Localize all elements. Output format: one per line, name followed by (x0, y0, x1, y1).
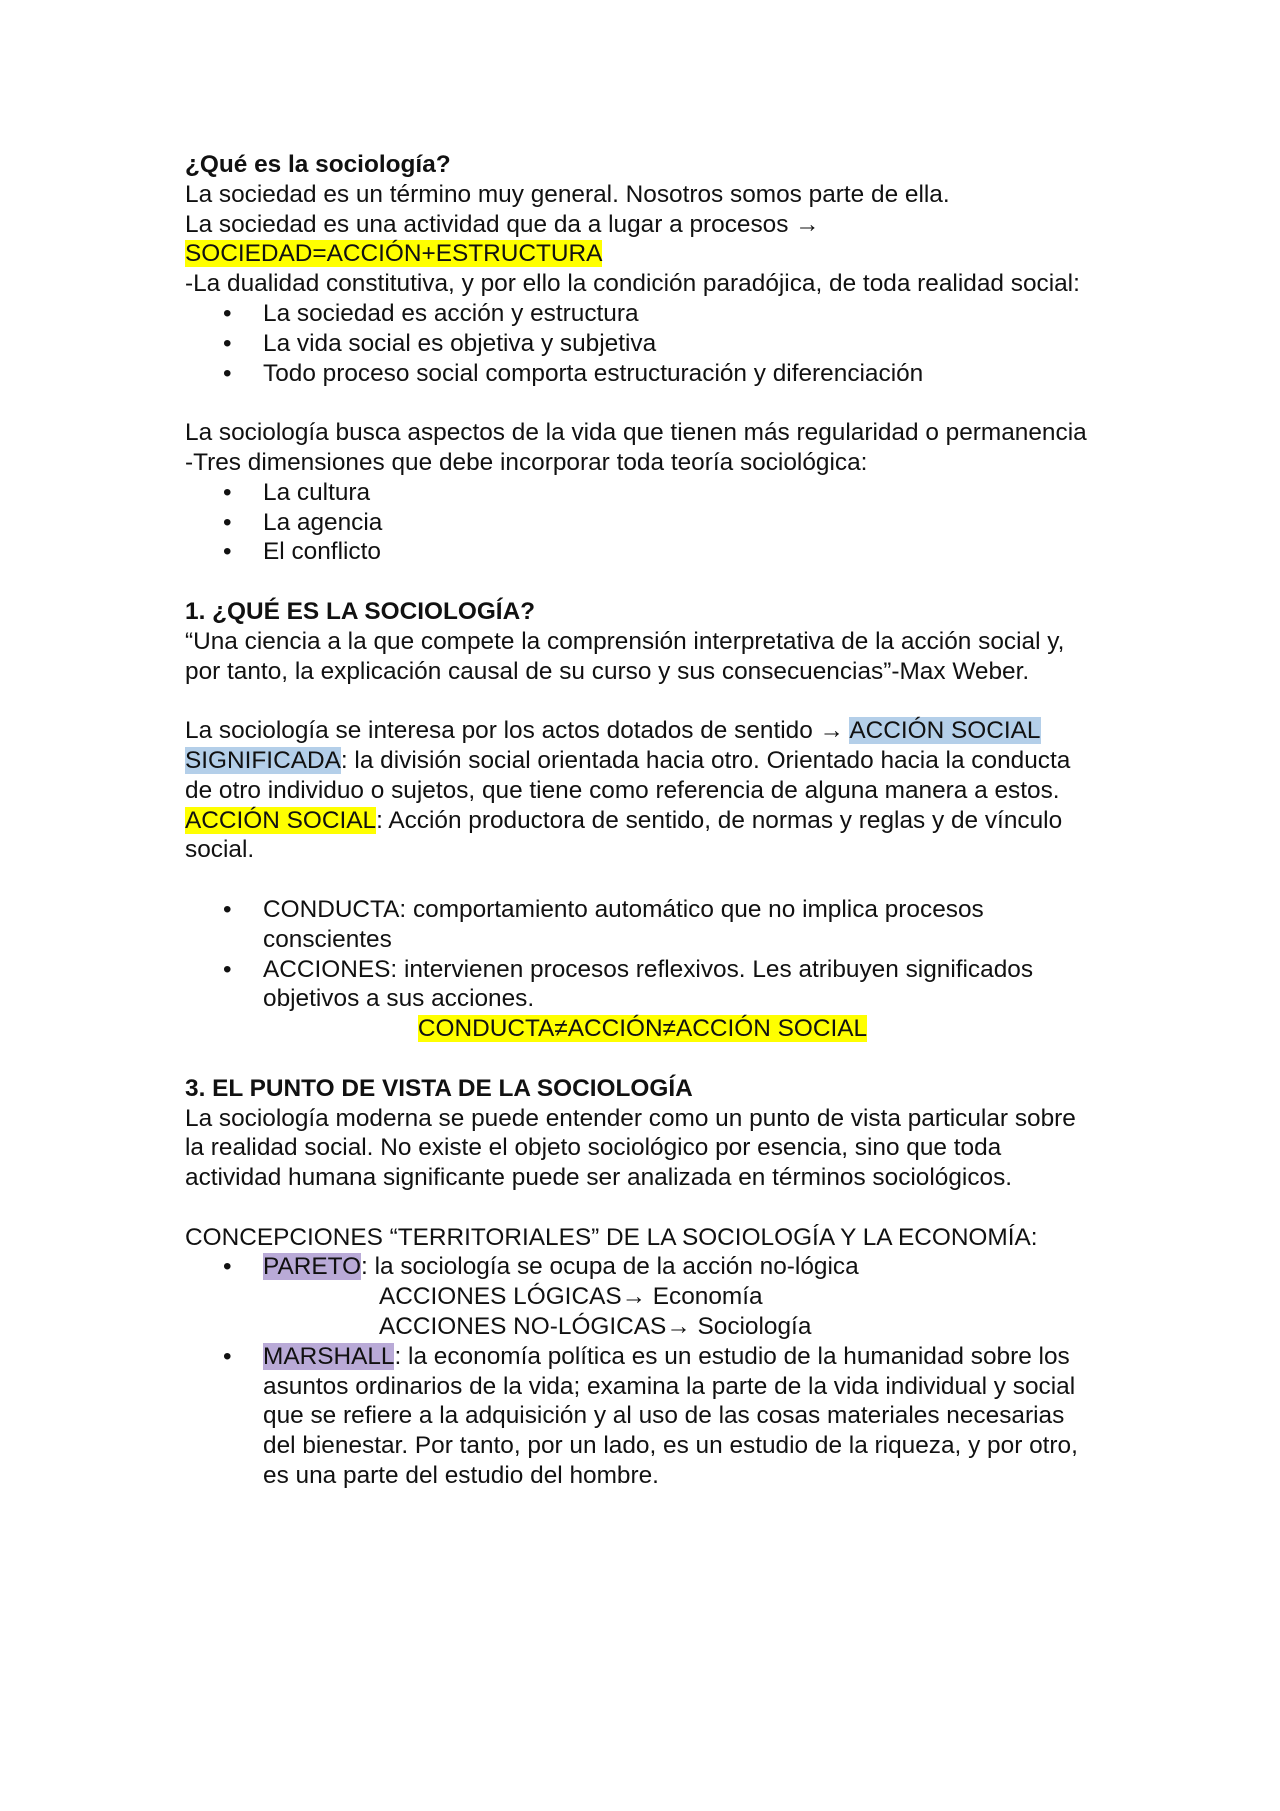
spacer (185, 388, 1100, 418)
interest-paragraph: La sociología se interesa por los actos dotados de sentido → ACCIÓN SOCIAL SIGNIFICADA: la división social orientada hacia otro. Orientado hacia la conducta de otro individuo o sujetos, que tiene como referencia de alguna manera a estos. (185, 717, 1071, 804)
document-page (185, 150, 1100, 1491)
section-3-heading: 3. EL PUNTO DE VISTA DE LA SOCIOLOGÍA (185, 1074, 693, 1102)
dimensions-intro: -Tres dimensiones que debe incorporar toda teoría sociológica: (185, 448, 868, 476)
bullet-icon: • (223, 478, 232, 506)
spacer (185, 865, 1100, 895)
list-item: • La vida social es objetiva y subjetiva (223, 329, 657, 357)
list-item: • MARSHALL: la economía política es un estudio de la humanidad sobre los asuntos ordinarios de la vida; examina la parte de la vida individual y social que se refiere a la adquisición y al uso de las cosas materiales necesarias del bienestar. Por tanto, por un lado, es un estudio de la riqueza, y por otro, es una parte del estudio del hombre. (223, 1342, 1078, 1490)
society-formula-highlight: SOCIEDAD=ACCIÓN+ESTRUCTURA (185, 240, 603, 268)
behavior-formula-line (185, 1014, 1100, 1044)
intro-line-1: La sociedad es un término muy general. Nosotros somos parte de ella. (185, 180, 950, 208)
weber-quote: “Una ciencia a la que compete la comprensión interpretativa de la acción social y, por tanto, la explicación causal de su curso y sus consecuencias”-Max Weber. (185, 627, 1065, 685)
list-item: • El conflicto (223, 538, 381, 566)
social-action-highlight: ACCIÓN SOCIAL (185, 806, 377, 834)
bullet-icon: • (223, 329, 232, 357)
duality-intro: -La dualidad constitutiva, y por ello la condición paradójica, de toda realidad social: (185, 270, 1080, 298)
spacer (185, 1044, 1100, 1074)
bullet-icon: • (223, 299, 232, 327)
dimensions-list (185, 478, 1100, 567)
bullet-icon: • (223, 895, 232, 923)
pareto-highlight: PARETO (263, 1253, 362, 1281)
conceptions-heading: CONCEPCIONES “TERRITORIALES” DE LA SOCIOLOGÍA Y LA ECONOMÍA: (185, 1223, 1038, 1251)
behavior-list (185, 895, 1100, 1014)
conceptions-list-continued (185, 1342, 1100, 1491)
intro-line-2: La sociedad es una actividad que da a lugar a procesos → (185, 210, 820, 238)
bullet-icon: • (223, 1253, 232, 1281)
pareto-sub-item: ACCIONES LÓGICAS→ Economía (379, 1283, 763, 1311)
list-item: • La sociedad es acción y estructura (223, 299, 639, 327)
conceptions-list (185, 1252, 1100, 1282)
pareto-sub-item: ACCIONES NO-LÓGICAS→ Sociología (379, 1313, 812, 1341)
bullet-icon: • (223, 955, 232, 983)
duality-list (185, 299, 1100, 388)
list-item: • ACCIONES: intervienen procesos reflexivos. Les atribuyen significados objetivos a sus acciones. (223, 955, 1034, 1013)
bullet-icon: • (223, 359, 232, 387)
list-item: • CONDUCTA: comportamiento automático que no implica procesos conscientes (223, 895, 984, 953)
list-item: • La cultura (223, 478, 371, 506)
bullet-icon: • (223, 508, 232, 536)
list-item: • La agencia (223, 508, 383, 536)
intro-formula-line (185, 239, 1100, 269)
bullet-icon: • (223, 1342, 232, 1370)
search-paragraph: La sociología busca aspectos de la vida que tienen más regularidad o permanencia (185, 419, 1087, 447)
marshall-highlight: MARSHALL (263, 1342, 395, 1370)
social-action-definition: ACCIÓN SOCIAL: Acción productora de sentido, de normas y reglas y de vínculo social. (185, 806, 1063, 864)
section-1-heading: 1. ¿QUÉ ES LA SOCIOLOGÍA? (185, 597, 536, 625)
spacer (185, 567, 1100, 597)
bullet-icon: • (223, 538, 232, 566)
list-item: • Todo proceso social comporta estructuración y diferenciación (223, 359, 924, 387)
viewpoint-paragraph: La sociología moderna se puede entender como un punto de vista particular sobre la realidad social. No existe el objeto sociológico por esencia, sino que toda actividad humana significante puede ser analizada en términos sociológicos. (185, 1104, 1076, 1192)
spacer (185, 686, 1100, 716)
list-item: • PARETO: la sociología se ocupa de la acción no-lógica (223, 1253, 859, 1281)
intro-title: ¿Qué es la sociología? (185, 151, 451, 178)
behavior-formula-highlight: CONDUCTA≠ACCIÓN≠ACCIÓN SOCIAL (417, 1015, 868, 1043)
significant-social-action-highlight: ACCIÓN SOCIAL SIGNIFICADA (185, 717, 1041, 774)
spacer (185, 1193, 1100, 1223)
